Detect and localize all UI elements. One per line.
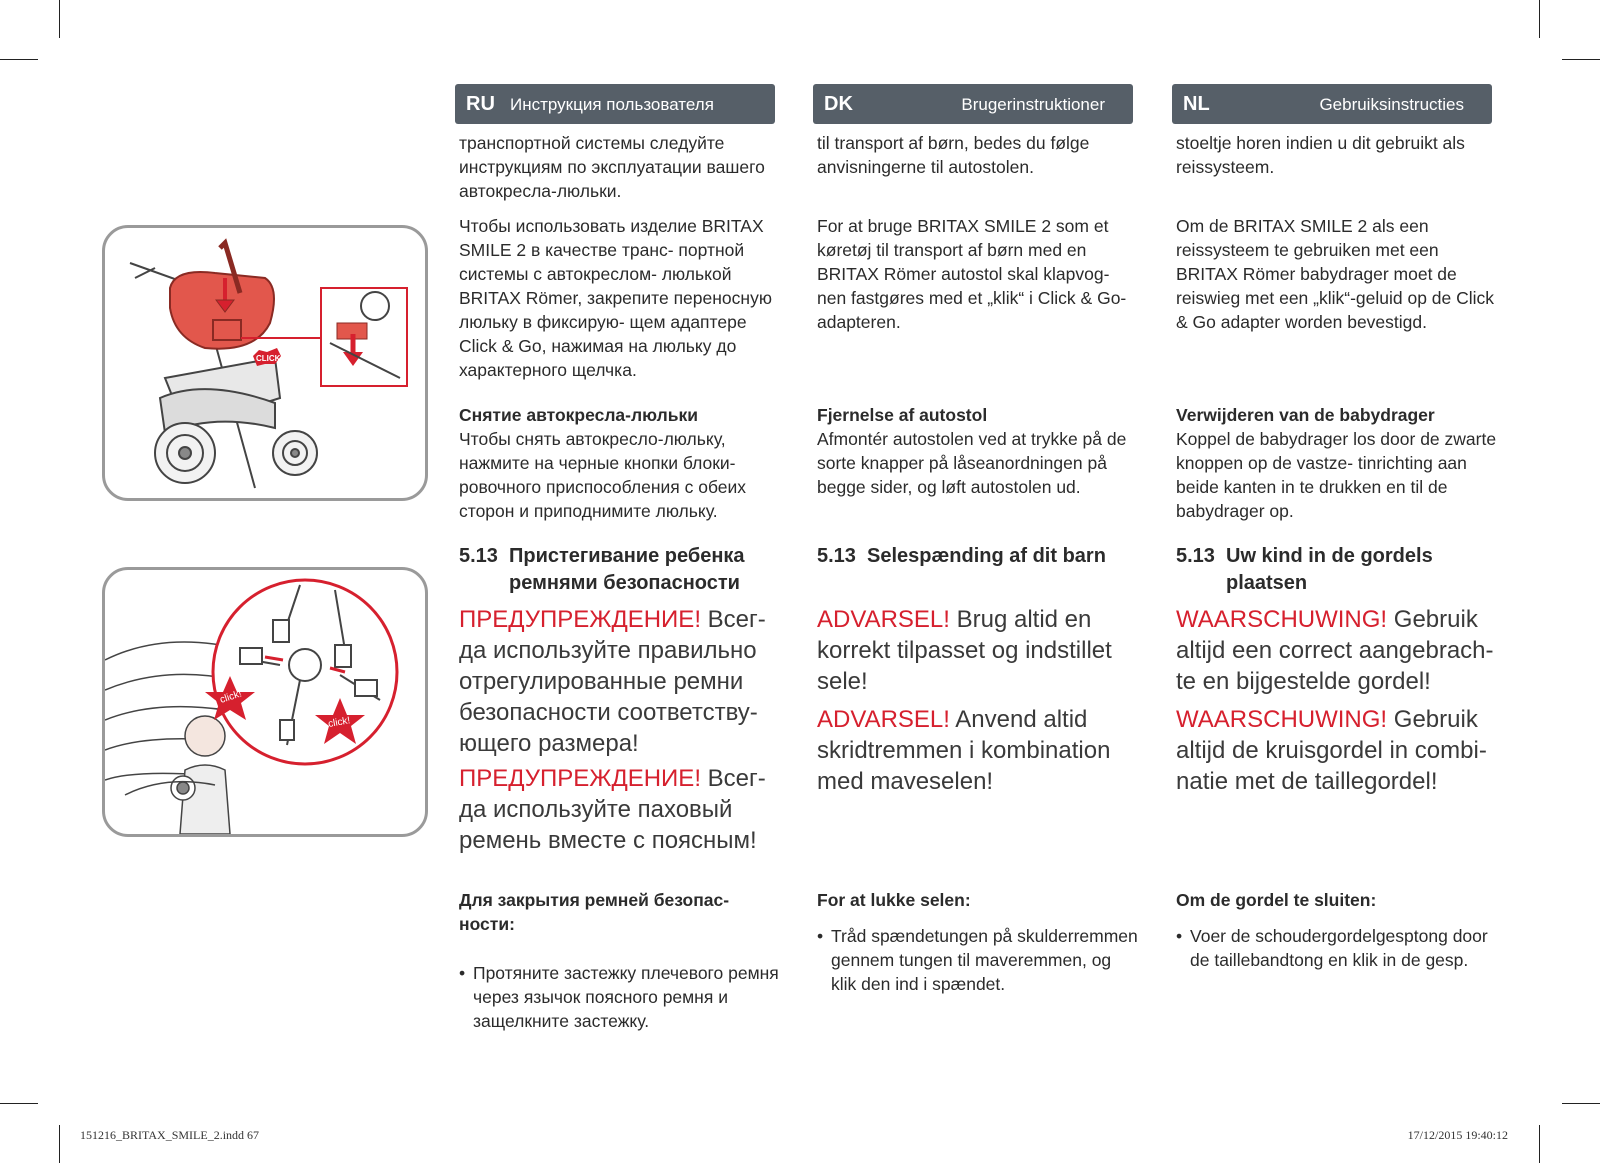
column-nl bbox=[1176, 84, 1497, 970]
remove-title: Fjernelse af autostol bbox=[817, 405, 988, 425]
language-code: DK bbox=[824, 93, 853, 115]
crop-mark bbox=[1562, 59, 1600, 60]
warning-text: Всег- да используйте правильно отрегулированные ремни безопасности соответству- ющего размера! bbox=[459, 606, 766, 757]
remove-title: Снятие автокресла-люльки bbox=[459, 405, 699, 425]
crop-mark bbox=[0, 1103, 38, 1104]
svg-text:click!: click! bbox=[327, 715, 352, 730]
section-title: Пристегивание ребенка bbox=[509, 545, 745, 567]
warning-text: Brug altid en korrekt tilpasset og indstillet sele! bbox=[817, 606, 1112, 695]
section-number: 5.13 bbox=[459, 545, 498, 567]
crop-mark bbox=[1539, 0, 1540, 38]
section-heading bbox=[817, 543, 1139, 570]
warning-2 bbox=[459, 763, 781, 856]
crop-mark bbox=[59, 1125, 60, 1163]
language-code: NL bbox=[1183, 93, 1210, 115]
intro-text: транспортной системы следуйте инструкциям по эксплуатации вашего автокресла-люльки. bbox=[459, 133, 765, 201]
remove-text: Afmontér autostolen ved at trykke på de sorte knapper på låseanordningen på begge sider, og løft autostolen ud. bbox=[817, 429, 1127, 497]
section-header bbox=[1172, 84, 1492, 124]
close-bullet: • Tråd spændetungen på skulderremmen gennem tungen til maveremmen, og klik den ind i spændet. bbox=[817, 924, 1139, 996]
attach-text: For at bruge BRITAX SMILE 2 som et køretøj til transport af børn med en BRITAX Römer autostol skal klapvog- nen fastgøres med et „klik“ i Click & Go-adapteren. bbox=[817, 216, 1127, 332]
language-code: RU bbox=[466, 93, 495, 115]
warning-label: ПРЕДУПРЕЖДЕНИЕ! bbox=[459, 606, 701, 633]
stroller-carseat-illustration bbox=[102, 225, 428, 501]
section-title: Uw kind in de gordels bbox=[1226, 545, 1433, 567]
adapter-detail-inset bbox=[321, 288, 407, 386]
warning-label: WAARSCHUWING! bbox=[1176, 606, 1388, 633]
section-title-line2: plaatsen bbox=[1226, 572, 1308, 594]
attach-text: Чтобы использовать изделие BRITAX SMILE 2 в качестве транс- портной системы с автокреслом- люлькой BRITAX Römer, закрепите переносную люльку в фиксирую- щем адаптере Click & Go, нажимая на люльку до характерного щелчка. bbox=[459, 216, 772, 380]
click-badge bbox=[253, 348, 283, 366]
close-title: Для закрытия ремней безопас- ности: bbox=[459, 890, 730, 934]
attach-text: Om de BRITAX SMILE 2 als een reissysteem te gebruiken met een BRITAX Römer babydrager moet de reiswieg met een „klik“-geluid op de Click & Go adapter worden bevestigd. bbox=[1176, 216, 1495, 332]
crop-mark bbox=[1539, 1125, 1540, 1163]
intro-text: stoeltje horen indien u dit gebruikt als reissysteem. bbox=[1176, 133, 1465, 177]
warning-text: Gebruik altijd de kruisgordel in combi- natie met de taillegordel! bbox=[1176, 706, 1487, 795]
close-bullet: • Протяните застежку плечевого ремня через язычок поясного ремня и защелкните застежку. bbox=[459, 961, 781, 1033]
section-title-line2: ремнями безопасности bbox=[509, 572, 740, 594]
svg-text:CLICK!: CLICK! bbox=[256, 354, 284, 363]
warning-1 bbox=[459, 604, 781, 759]
buckle-zoom-circle bbox=[213, 580, 397, 764]
warning-2 bbox=[817, 704, 1139, 797]
section-number: 5.13 bbox=[817, 545, 856, 567]
section-header bbox=[455, 84, 775, 124]
remove-text: Чтобы снять автокресло-люльку, нажмите на черные кнопки блоки- ровочного приспособления с обеих сторон и приподнимите люльку. bbox=[459, 429, 747, 521]
column-dk bbox=[817, 84, 1138, 994]
warning-label: ADVARSEL! bbox=[817, 606, 950, 633]
warning-label: ADVARSEL! bbox=[817, 706, 950, 733]
warning-text: Anvend altid skridtremmen i kombination med maveselen! bbox=[817, 706, 1111, 795]
warning-1 bbox=[1176, 604, 1498, 697]
section-number: 5.13 bbox=[1176, 545, 1215, 567]
warning-text: Всег- да используйте паховый ремень вместе с поясным! bbox=[459, 765, 766, 854]
harness-buckle-illustration bbox=[102, 567, 428, 837]
column-ru bbox=[459, 84, 779, 1031]
close-title: Om de gordel te sluiten: bbox=[1176, 890, 1377, 910]
crop-mark bbox=[59, 0, 60, 38]
warning-2 bbox=[1176, 704, 1498, 797]
intro-text: til transport af børn, bedes du følge anvisningerne til autostolen. bbox=[817, 133, 1090, 177]
warning-1 bbox=[817, 604, 1139, 697]
header-title: Brugerinstruktioner bbox=[961, 95, 1105, 114]
close-bullet: • Voer de schoudergordelgesptong door de taillebandtong en klik in de gesp. bbox=[1176, 924, 1498, 972]
header-title: Gebruiksinstructies bbox=[1319, 95, 1464, 114]
section-title: Selespænding af dit barn bbox=[867, 545, 1106, 567]
remove-title: Verwijderen van de babydrager bbox=[1176, 405, 1435, 425]
section-heading bbox=[459, 543, 781, 597]
footer-timestamp: 17/12/2015 19:40:12 bbox=[1407, 1128, 1508, 1142]
remove-text: Koppel de babydrager los door de zwarte knoppen op de vastze- tinrichting aan beide kanten in te drukken en til de babydrager op. bbox=[1176, 429, 1497, 521]
svg-text:click!: click! bbox=[218, 688, 244, 706]
warning-label: WAARSCHUWING! bbox=[1176, 706, 1388, 733]
warning-label: ПРЕДУПРЕЖДЕНИЕ! bbox=[459, 765, 701, 792]
footer-file-slug: 151216_BRITAX_SMILE_2.indd 67 bbox=[80, 1128, 260, 1142]
close-title: For at lukke selen: bbox=[817, 890, 971, 910]
header-title: Инструкция пользователя bbox=[510, 95, 714, 114]
section-header bbox=[813, 84, 1133, 124]
warning-text: Gebruik altijd een correct aangebrach- te en bijgestelde gordel! bbox=[1176, 606, 1494, 695]
crop-mark bbox=[0, 59, 38, 60]
section-heading bbox=[1176, 543, 1498, 597]
crop-mark bbox=[1562, 1103, 1600, 1104]
